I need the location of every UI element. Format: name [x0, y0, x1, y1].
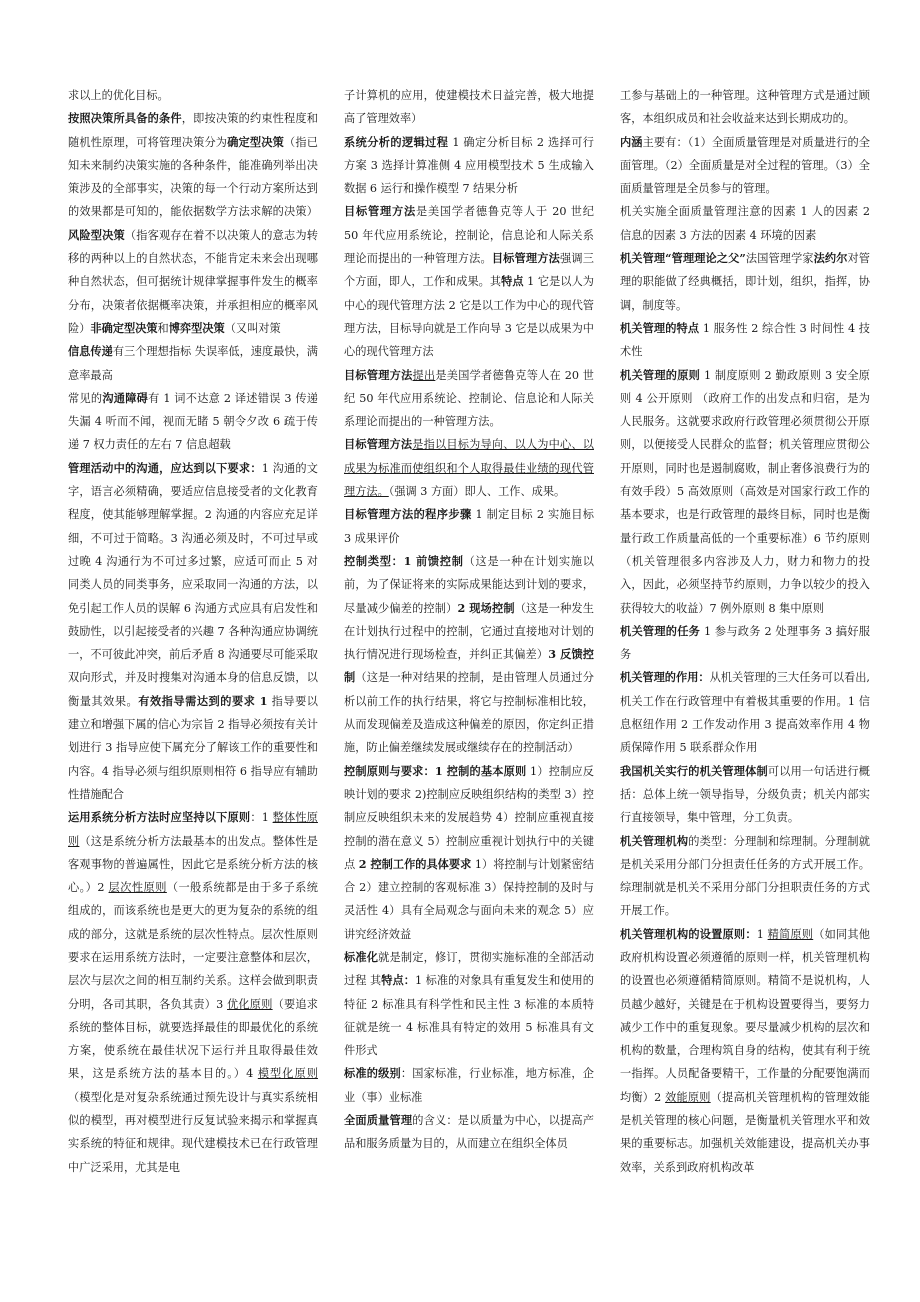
- bold-term: 控制原则与要求：1 控制的基本原则: [344, 763, 527, 778]
- bold-term: 有效指导需达到的要求 1: [138, 693, 268, 708]
- text-run: 是美国学者德鲁克等人于 20 世纪 50 年代应用系统论，控制论，信息论和人际关系理论而提出的一种管理方法。: [344, 205, 594, 266]
- bold-term: 特点：: [381, 973, 415, 988]
- text-run: 主要有：（1）全面质量管理是对质量进行的全面管理。（2）全面质量是对全过程的管理。（3）全面质量管理是全员参与的管理。: [620, 135, 870, 196]
- underlined-text: 效能原则: [665, 1090, 711, 1104]
- bold-term: 系统分析的逻辑过程: [344, 134, 449, 149]
- text-run: （要追求系统的整体目标，就要选择最佳的即最优化的系统方案，使系统在最佳状况下运行并且取得最佳效果，这是系统方法的基本目的。）4: [68, 997, 318, 1081]
- text-run: （指已知未来制约决策实施的各种条件，能准确列举出决策涉及的全部事实，决策的每一个行动方案所达到的效果都是可知的，能依据数学方法求解的决策）: [68, 135, 318, 219]
- bold-term: 全面质量管理: [344, 1113, 413, 1128]
- bold-term: 法约尔: [813, 251, 848, 266]
- bold-term: 确定型决策: [227, 134, 285, 149]
- bold-term: 机关管理的原则: [620, 367, 701, 382]
- text-run: （模型化是对复杂系统通过预先设计与真实系统相似的模型，再对模型进行反复试验来揭示和掌握真实系统的特征和规律。现代建模技术已在行政管理中广泛采用，尤其是电: [68, 1090, 318, 1174]
- text-run: 是美国学者德鲁克等人在 20 世纪 50 年代应用系统论、控制论、信息论和人际关系理论而提出的一种管理方法。: [344, 368, 594, 429]
- text-run: 有三个理想指标 失误率低，速度最快，满意率最高: [68, 345, 318, 382]
- text-run: 1 它是以人为中心的现代管理方法 2 它是以工作为中心的现代管理方法，目标导向就是工作向导 3 它是以成果为中心的现代管理方法: [344, 275, 594, 359]
- text-run: （这是一种发生在计划执行过程中的控制，它通过直接地对计划的执行情况进行现场检查，并纠正其偏差）: [344, 601, 594, 662]
- paragraph: [68, 107, 318, 340]
- bold-term: 机关管理的作用：: [620, 670, 710, 685]
- bold-term: 信息传递: [68, 344, 113, 359]
- text-run: ：1: [250, 811, 273, 825]
- text-run: 1 制定目标 2 实施目标 3 成果评价: [344, 508, 594, 545]
- bold-term: 控制类型：: [344, 553, 404, 568]
- paragraph: [344, 131, 594, 201]
- paragraph: [620, 317, 870, 364]
- paragraph: [620, 923, 870, 1179]
- bold-term: 目标管理方法: [344, 367, 413, 382]
- bold-term: 目标管理方法: [344, 437, 413, 452]
- text-run: 子计算机的应用，使建模技术日益完善，极大地提高了管理效率）: [344, 89, 594, 126]
- paragraph: [344, 433, 594, 503]
- paragraph: [344, 84, 594, 131]
- text-run: 1）控制应反映计划的要求 2)控制应反映组织结构的类型 3）控制应反映组织未来的发展趋势 4）控制应重视直接控制的潜在意义 5）控制应重视计划执行中的关键点: [344, 764, 594, 871]
- bold-term: 目标管理方法的程序步骤: [344, 507, 472, 522]
- paragraph: [344, 1109, 594, 1156]
- text-run: （一般系统都是由于多子系统组成的，而该系统也是更大的更为复杂的系统的组成的部分，这就是系统的层次性特点。层次性原则要求在运用系统方法时，一定要注意整体和层次，层次与层次之间的相互制约关系。这样会做到职责分明，各司其职，各负其责）3: [68, 881, 318, 1011]
- paragraph: [620, 666, 870, 759]
- text-run: （这是一种在计划实施以前，为了保证将来的实际成果能达到计划的要求，尽量减少偏差的控制）: [344, 554, 594, 615]
- text-run: （强调 3 方面）即人、工作、成果。: [388, 485, 566, 499]
- paragraph: [620, 200, 870, 247]
- text-run: 1 参与政务 2 处理事务 3 搞好服务: [620, 624, 870, 662]
- text-run: 就是制定，修订，贯彻实施标准的全部活动过程 其: [344, 950, 594, 988]
- text-run: 1 制度原则 2 勤政原则 3 安全原则 4 公开原则 （政府工作的出发点和归宿，是为人民服务。这就要求政府行政管理必须贯彻公开原则，以便接受人民群众的监督；机关管理应贯彻公开原则，同时也是遏制腐败，制止奢侈浪费行为的有效手段）5 高效原则（高效是对国家行政工作的基本要求，也是行政管理的最终目标，同时也是衡量行政工作质量高低的一个重要标准）6 节约原则（机关管理很多内容涉及人力，财力和物力的投入，因此，必须坚持节约原则，力争以较少的投入获得较大的收益）7 例外原则 8 集中原则: [620, 368, 870, 615]
- paragraph: [344, 1062, 594, 1109]
- paragraph: [620, 760, 870, 830]
- paragraph: [68, 806, 318, 1179]
- text-run: 强调三个方面，即人，工作和成果。其: [344, 252, 594, 289]
- bold-term: 博弈型决策: [168, 320, 225, 335]
- paragraph: [344, 503, 594, 550]
- text-run: 1 标准的对象具有重复发生和使用的特征 2 标准具有科学性和民主性 3 标准的本质特征就是统一 4 标准具有特定的效用 5 标准具有文件形式: [344, 974, 594, 1058]
- underlined-text: 提出: [412, 368, 436, 382]
- text-run: 法国管理学家: [745, 252, 814, 266]
- paragraph: [344, 200, 594, 363]
- underlined-text: 精简原则: [767, 927, 814, 941]
- bold-term: 机关管理机构的设置原则：: [620, 926, 757, 941]
- paragraph: [620, 84, 870, 131]
- text-run: （提高机关管理机构的管理效能是机关管理的核心问题，是衡量机关管理水平和效果的重要标志。加强机关效能建设，提高机关办事效率，关系到政府机构改革: [620, 1090, 870, 1174]
- text-run: 的类型：分理制和综理制。分理制就是机关采用分部门分担责任任务的方式开展工作。综理制就是机关不采用分部门分担职责任务的方式开展工作。: [620, 834, 870, 918]
- bold-term: 特点: [501, 274, 524, 289]
- bold-term: 内涵: [620, 134, 643, 149]
- paragraph: [344, 946, 594, 1062]
- bold-term: 机关管理的特点: [620, 320, 700, 335]
- text-run: （又叫对策: [224, 321, 281, 335]
- bold-term: 风险型决策: [68, 227, 125, 242]
- text-run: 指导要以建立和增强下属的信心为宗旨 2 指导必须按有关计划进行 3 指导应使下属充分了解该工作的重要性和内容。4 指导必须与组织原则相符 6 指导应有辅助性措施配合: [68, 694, 318, 801]
- bold-term: 沟通障碍: [102, 390, 149, 405]
- text-run: （指客观存在着不以决策人的意志为转移的两种以上的自然状态，不能肯定未来会出现哪种自然状态，但可据统计规律掌握事件发生的概率分布，决策者依据概率决策，并承担相应的概率风险）: [68, 228, 318, 335]
- bold-term: 管理活动中的沟通，应达到以下要求：: [68, 460, 262, 475]
- paragraph: [620, 364, 870, 620]
- bold-term: 标准的级别: [344, 1066, 401, 1081]
- underlined-text: 整体性原则: [68, 811, 318, 848]
- bold-term: 机关管理的任务: [620, 623, 701, 638]
- paragraph: [68, 387, 318, 457]
- underlined-text: 优化原则: [227, 997, 273, 1011]
- bold-term: 按照决策所具备的条件: [68, 111, 182, 126]
- bold-term: 运用系统分析方法时应坚持以下原则: [68, 810, 251, 825]
- underlined-text: 层次性原则: [108, 881, 167, 895]
- text-column-middle: [344, 84, 594, 1156]
- paragraph: [344, 550, 594, 760]
- bold-term: 2 控制工作的具体要求: [358, 856, 472, 871]
- text-run: 1 沟通的文字，语言必须精确，要适应信息接受者的文化教育程度，使其能够理解掌握。2 沟通的内容应充足详细，不可过于简略。3 沟通必须及时，不可过早或过晚 4 沟通行为不可过多过繁，应适可而止 5 对同类人员的同类事务，应采取同一沟通的方法，以免引起工作人员的误解 6 沟通方式应具有启发性和鼓励性，以引起接受者的兴趣 7 各种沟通应协调统一，不可彼此冲突，前后矛盾 8 沟通要尽可能采取双向形式，并及时搜集对沟通本身的信息反馈，以衡量其效果。: [68, 461, 318, 708]
- text-run: 工参与基础上的一种管理。这种管理方式是通过顾客，本组织成员和社会收益来达到长期成功的。: [620, 89, 870, 126]
- paragraph: [620, 131, 870, 201]
- bold-term: 目标管理方法: [344, 204, 416, 219]
- paragraph: [344, 364, 594, 434]
- paragraph: [620, 830, 870, 923]
- paragraph: [68, 84, 318, 107]
- text-column-right: [620, 84, 870, 1179]
- bold-term: 1 前馈控制: [403, 553, 464, 568]
- paragraph: [68, 340, 318, 387]
- text-run: ：国家标准，行业标准，地方标准，企业（事）业标准: [344, 1067, 594, 1104]
- underlined-text: 是指以目标为导向、以人为中心、以成果为标准而使组织和个人取得最佳业绩的现代管理方法。: [344, 438, 594, 499]
- text-run: 对管理的职能做了经典概括，即计划，组织，指挥，协调，制度等。: [620, 252, 870, 312]
- text-run: 1 服务性 2 综合性 3 时间性 4 技术性: [620, 321, 870, 359]
- text-run: 有 1 词不达意 2 译述错误 3 传递失漏 4 听而不闻，视而无睹 5 朝令夕改 6 疏于传递 7 权力责任的左右 7 信息超载: [68, 391, 318, 452]
- text-run: 和: [157, 321, 169, 335]
- bold-term: 非确定型决策: [90, 320, 158, 335]
- text-run: ，即按决策的约束性程度和随机性原理，可将管理决策分为: [68, 112, 318, 149]
- bold-term: 标准化: [344, 949, 379, 964]
- text-run: （如同其他政府机构设置必须遵循的原则一样，机关管理机构的设置也必须遵循精简原则。精简不是说机构，人员越少越好，关键是在于机构设置要得当，要努力减少工作中的重复现象。要尽量减少机构的层次和机构的数量，合理构筑自身的结构，使其有利于统一指挥。人员配备要精干，工作量的分配要饱满而均衡）2: [620, 927, 870, 1104]
- underlined-text: 模型化原则: [257, 1067, 318, 1081]
- text-run: 1）将控制与计划紧密结合 2）建立控制的客观标准 3）保持控制的及时与灵活性 4）具有全局观念与面向未来的观念 5）应讲究经济效益: [344, 857, 594, 941]
- text-run: 1: [756, 927, 768, 941]
- text-run: 可以用一句话进行概括：总体上统一领导指导，分级负责；机关内部实行直接领导，集中管理，分工负责。: [620, 764, 870, 825]
- text-run: 1 确定分析目标 2 选择可行方案 3 选择计算准侧 4 应用模型技术 5 生成输入数据 6 运行和操作模型 7 结果分析: [344, 135, 594, 196]
- text-run: 的含义：是以质量为中心，以提高产品和服务质量为目的，从而建立在组织全体员: [344, 1114, 594, 1151]
- bold-term: 我国机关实行的机关管理体制: [620, 763, 768, 778]
- bold-term: 机关管理机构: [620, 833, 689, 848]
- paragraph: [620, 620, 870, 667]
- bold-term: 3 反馈控制: [344, 647, 594, 685]
- text-run: 从机关管理的三大任务可以看出,机关工作在行政管理中有着极其重要的作用。1 信息枢纽作用 2 工作发动作用 3 提高效率作用 4 物质保障作用 5 联系群众作用: [620, 671, 870, 755]
- text-run: 机关实施全面质量管理注意的因素 1 人的因素 2 信息的因素 3 方法的因素 4 环境的因素: [620, 205, 870, 242]
- text-run: （这是系统分析方法最基本的出发点。整体性是客观事物的普遍属性，因此它是系统分析方法的核心。）2: [68, 834, 318, 895]
- text-column-left: [68, 84, 318, 1179]
- bold-term: 目标管理方法: [491, 251, 561, 266]
- text-run: 常见的: [68, 391, 103, 405]
- paragraph: [620, 247, 870, 317]
- bold-term: 2 现场控制: [457, 600, 515, 615]
- bold-term: 机关管理“管理理论之父”: [620, 251, 746, 266]
- paragraph: [344, 760, 594, 946]
- text-run: 求以上的优化目标。: [68, 89, 169, 102]
- paragraph: [68, 457, 318, 806]
- text-run: （这是一种对结果的控制，是由管理人员通过分析以前工作的执行结果，将它与控制标准相比较，从而发现偏差及造成这种偏差的原因，你定纠正措施，防止偏差继续发展或继续存在的控制活动）: [344, 671, 594, 755]
